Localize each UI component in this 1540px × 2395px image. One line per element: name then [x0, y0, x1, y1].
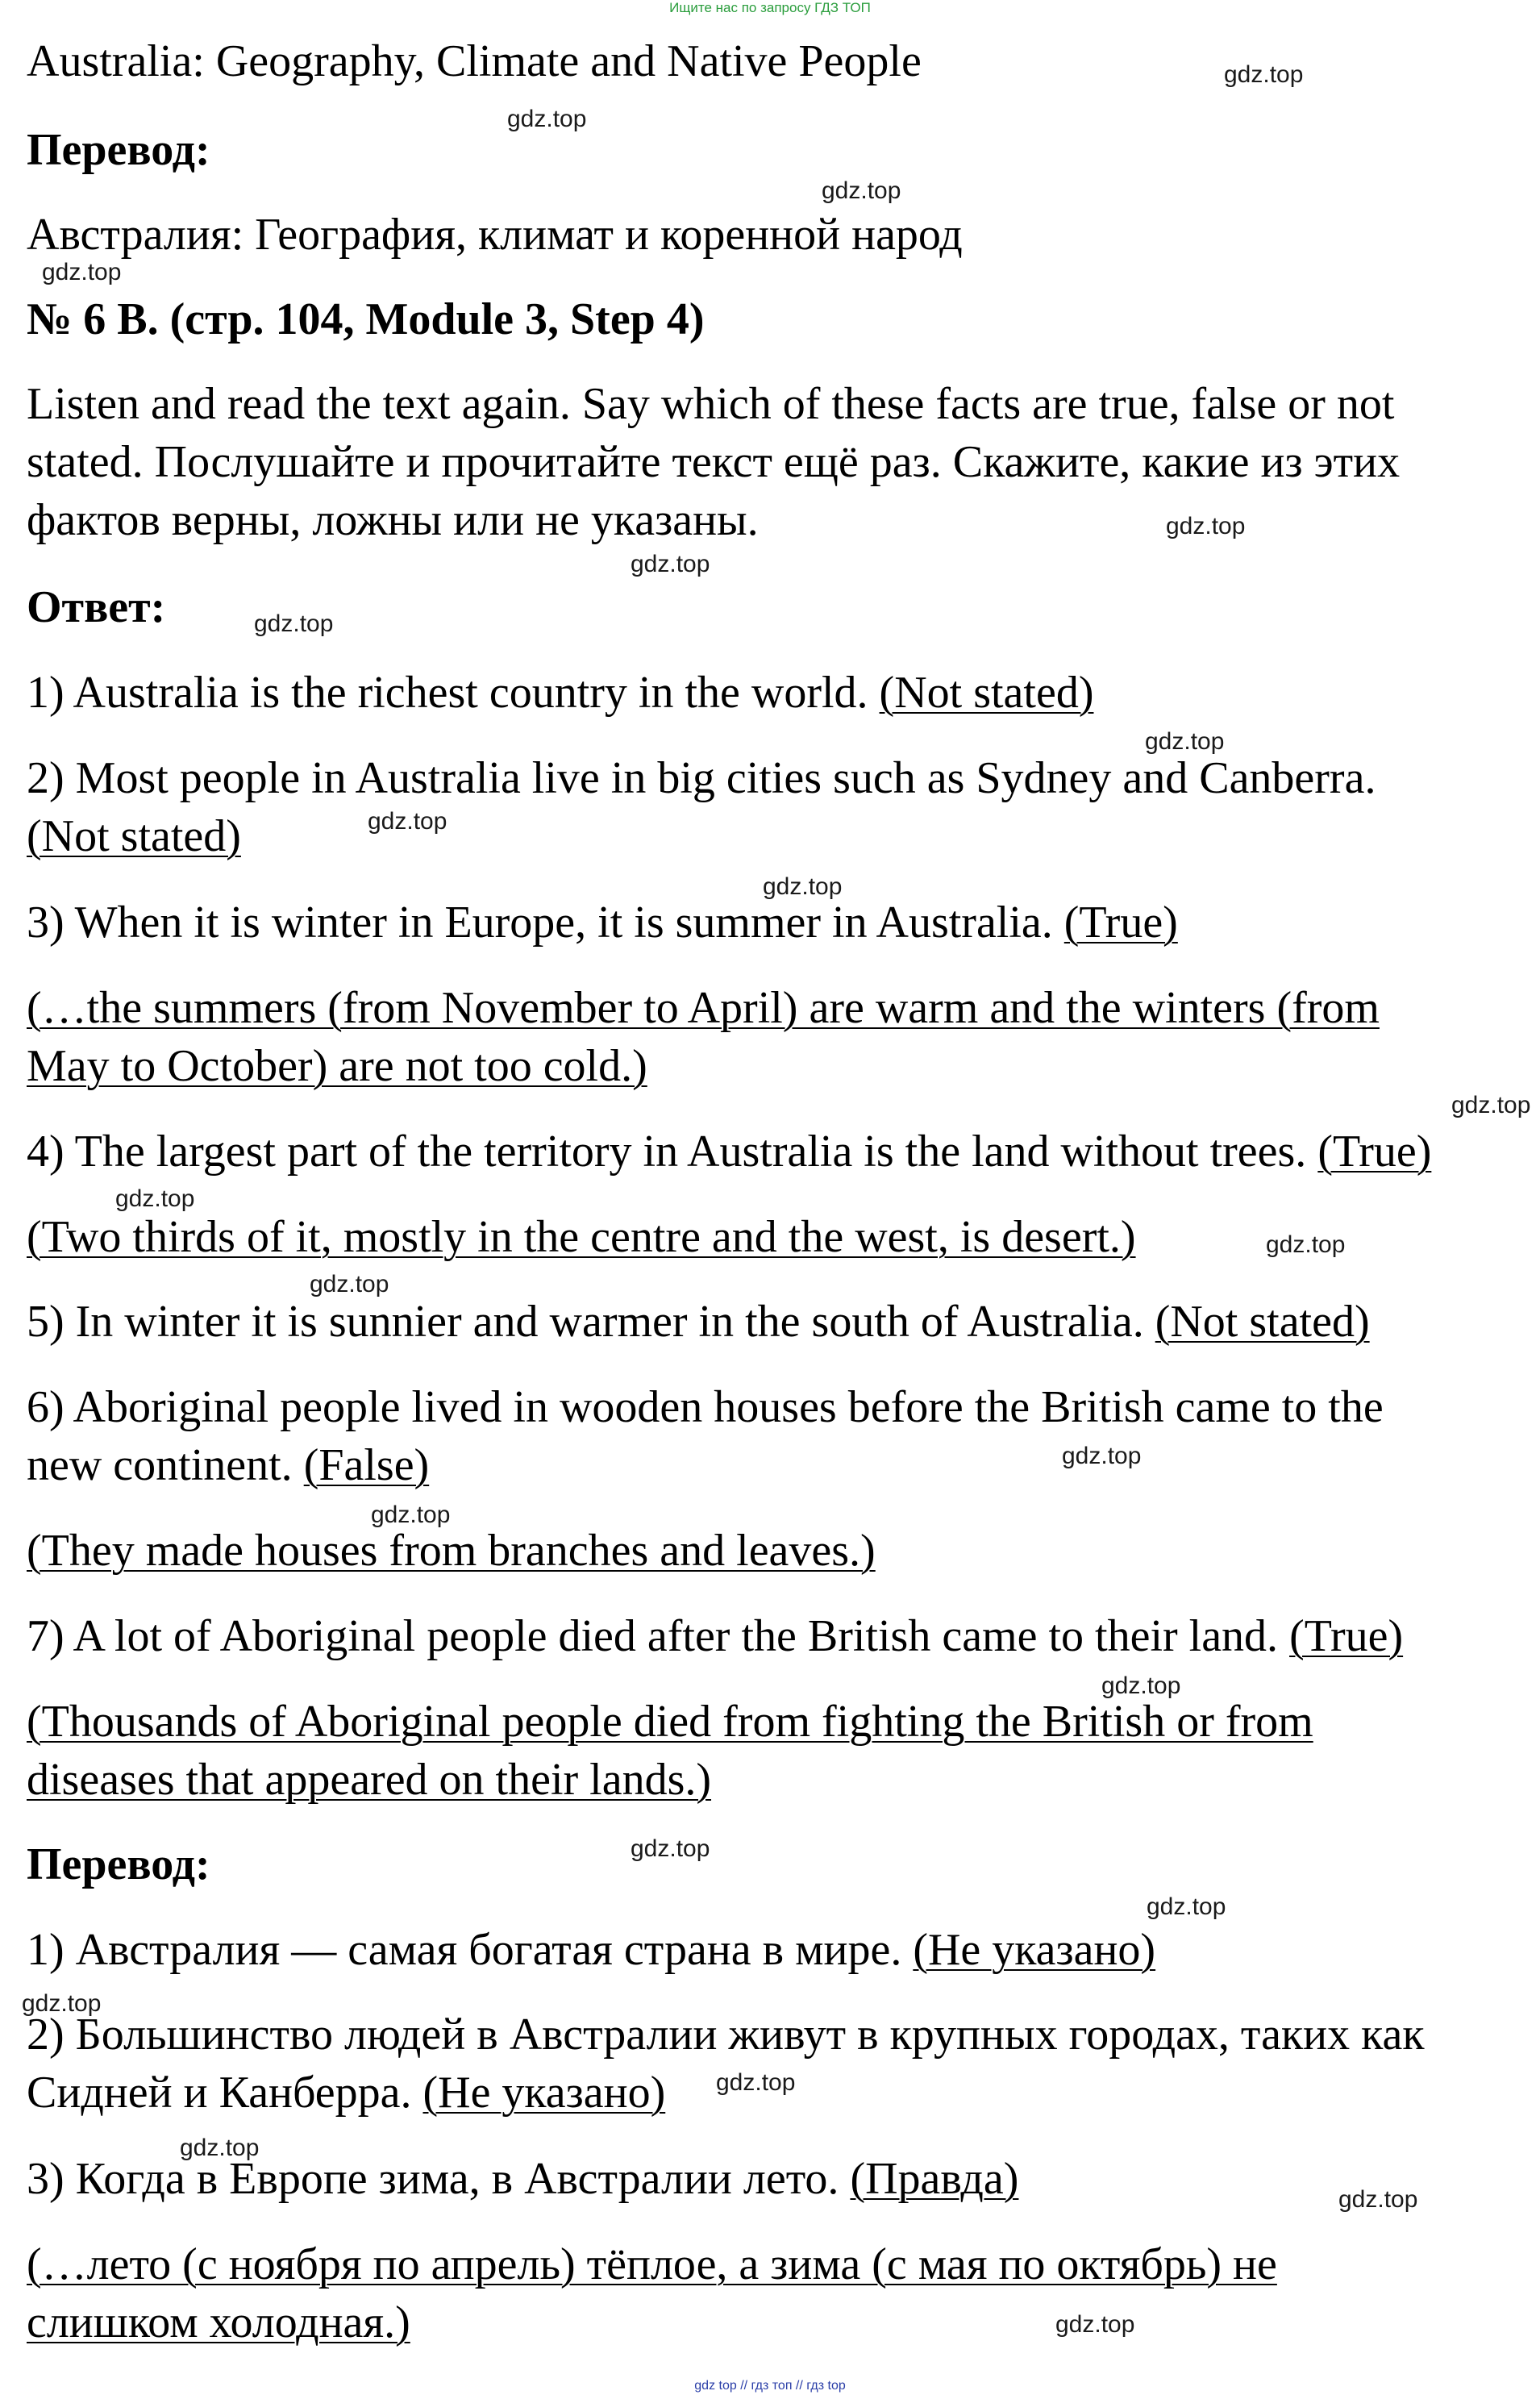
translation-evidence: (…лето (с ноября по апрель) тёплое, а зима (с мая по октябрь) не — [27, 2239, 1277, 2289]
watermark: gdz.top — [1147, 1893, 1226, 1920]
task-header: № 6 B. (стр. 104, Module 3, Step 4) — [27, 294, 705, 344]
watermark: gdz.top — [763, 873, 843, 900]
answer-text: Сидней и Канберра. — [27, 2068, 423, 2118]
watermark: gdz.top — [1055, 2311, 1135, 2338]
task-text-line: фактов верны, ложны или не указаны. — [27, 495, 759, 545]
watermark: gdz.top — [1062, 1443, 1142, 1469]
watermark: gdz.top — [507, 106, 587, 132]
answer-item-cont — [27, 810, 241, 862]
watermark: gdz.top — [115, 1185, 195, 1212]
answer-evidence: (…the summers (from November to April) are warm and the winters (from — [27, 983, 1380, 1033]
answer-verdict: (Не указано) — [913, 1925, 1156, 1975]
answer-item — [27, 897, 1178, 948]
answer-verdict: (True) — [1289, 1611, 1404, 1661]
translation-evidence: слишком холодная.) — [27, 2297, 410, 2347]
answer-item — [27, 1296, 1370, 1347]
answer-evidence: May to October) are not too cold.) — [27, 1041, 647, 1091]
translation-label: Перевод: — [27, 1839, 210, 1889]
translation-item — [27, 2153, 1018, 2205]
bottom-banner: gdz top // гдз топ // гдз top — [694, 2379, 846, 2393]
watermark: gdz.top — [1266, 1231, 1346, 1258]
answer-verdict: (False) — [303, 1440, 430, 1490]
answer-verdict: (True) — [1063, 898, 1178, 948]
answer-text: 5) In winter it is sunnier and warmer in the south of Australia. — [27, 1297, 1155, 1347]
watermark: gdz.top — [1145, 728, 1225, 755]
answer-text: 1) Австралия — самая богатая страна в мире. — [27, 1925, 914, 1975]
watermark: gdz.top — [1224, 61, 1304, 88]
answer-verdict: (Not stated) — [27, 811, 241, 861]
translation-item: 2) Большинство людей в Австралии живут в крупных городах, таких как — [27, 2010, 1425, 2060]
translation-item-cont — [27, 2067, 665, 2118]
answer-verdict: (Не указано) — [422, 2068, 666, 2118]
translation-label: Перевод: — [27, 125, 210, 175]
watermark: gdz.top — [371, 1502, 451, 1528]
translation-item — [27, 1924, 1155, 1976]
watermark: gdz.top — [1101, 1672, 1181, 1699]
answer-verdict: (Not stated) — [1155, 1297, 1370, 1347]
watermark: gdz.top — [1166, 513, 1246, 539]
answer-evidence: (Two thirds of it, mostly in the centre and the west, is desert.) — [27, 1212, 1136, 1262]
watermark: gdz.top — [1338, 2186, 1418, 2213]
page-title: Australia: Geography, Climate and Native People — [27, 36, 922, 86]
watermark: gdz.top — [716, 2069, 796, 2096]
task-text-line: stated. Послушайте и прочитайте текст ещё раз. Скажите, какие из этих — [27, 437, 1401, 487]
watermark: gdz.top — [1451, 1092, 1531, 1118]
answer-item-cont — [27, 1439, 429, 1491]
task-text-line: Listen and read the text again. Say which of these facts are true, false or not — [27, 379, 1395, 429]
watermark: gdz.top — [631, 551, 710, 577]
answer-verdict: (Not stated) — [879, 668, 1094, 718]
title-translation: Австралия: География, климат и коренной народ — [27, 210, 963, 260]
answer-verdict: (Правда) — [850, 2154, 1019, 2204]
answer-item — [27, 667, 1093, 718]
answer-text: 1) Australia is the richest country in the world. — [27, 668, 880, 718]
answer-text: 7) A lot of Aboriginal people died after the British came to their land. — [27, 1611, 1290, 1661]
watermark: gdz.top — [368, 808, 447, 835]
answer-text: 3) Когда в Европе зима, в Австралии лето. — [27, 2154, 851, 2204]
watermark: gdz.top — [822, 177, 901, 204]
answer-item: 2) Most people in Australia live in big cities such as Sydney and Canberra. — [27, 753, 1376, 803]
watermark: gdz.top — [22, 1990, 102, 2017]
answer-verdict: (True) — [1317, 1127, 1432, 1177]
answer-text: 3) When it is winter in Europe, it is summer in Australia. — [27, 898, 1064, 948]
watermark: gdz.top — [310, 1271, 389, 1297]
answer-label: Ответ: — [27, 582, 166, 632]
answer-item — [27, 1126, 1431, 1177]
watermark: gdz.top — [631, 1835, 710, 1862]
watermark: gdz.top — [42, 259, 122, 285]
watermark: gdz.top — [180, 2135, 260, 2161]
answer-text: 4) The largest part of the territory in Australia is the land without trees. — [27, 1127, 1318, 1177]
answer-text: new continent. — [27, 1440, 304, 1490]
answer-evidence: (They made houses from branches and leaves.) — [27, 1526, 876, 1576]
watermark: gdz.top — [254, 610, 334, 637]
answer-item: 6) Aboriginal people lived in wooden houses before the British came to the — [27, 1382, 1384, 1432]
answer-item — [27, 1610, 1403, 1662]
answer-evidence: (Thousands of Aboriginal people died from fighting the British or from — [27, 1697, 1313, 1747]
answer-evidence: diseases that appeared on their lands.) — [27, 1755, 712, 1805]
top-banner: Ищите нас по запросу ГДЗ ТОП — [669, 0, 871, 15]
